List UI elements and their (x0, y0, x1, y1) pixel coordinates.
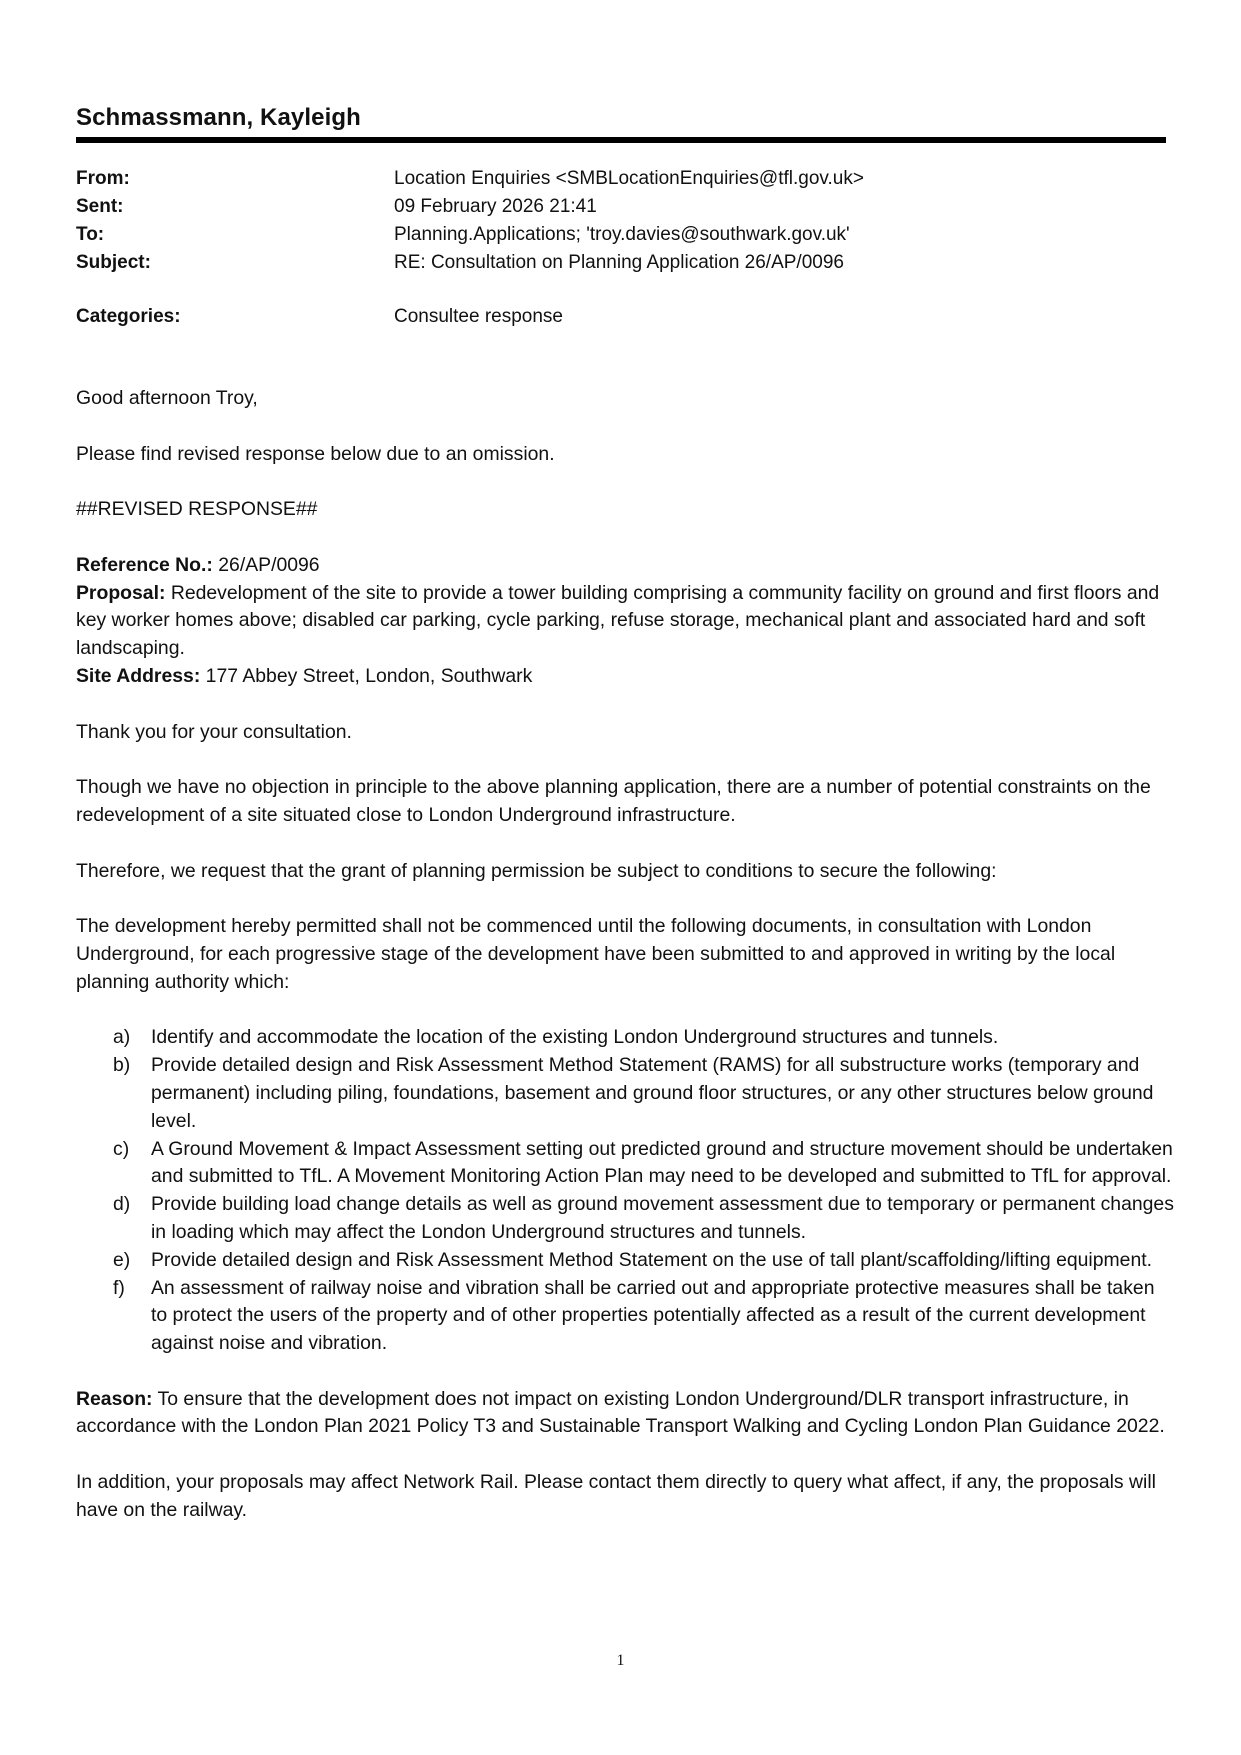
condition-paragraph: The development hereby permitted shall not be commenced until the following documents, in consultation with London Underground, for each progressive stage of the development have been submitted to and approved in writing by the local planning authority which: (76, 915, 1116, 993)
email-body (76, 385, 1176, 1552)
subject-label: Subject: (76, 252, 151, 273)
list-item-text: Identify and accommodate the location of the existing London Underground structures and tunnels. (151, 1026, 999, 1049)
subject-row (76, 249, 1166, 277)
list-item (76, 1247, 1176, 1275)
mailbox-owner-name: Schmassmann, Kayleigh (76, 104, 361, 131)
site-address-label: Site Address: (76, 664, 201, 687)
from-row (76, 165, 1166, 193)
reference-value: 26/AP/0096 (212, 553, 320, 576)
list-item-text: A Ground Movement & Impact Assessment setting out predicted ground and structure movement should be undertaken and submitted to TfL. A Movement Monitoring Action Plan may need to be developed and submitted to TfL for approval. (151, 1137, 1173, 1188)
request-paragraph: Therefore, we request that the grant of planning permission be subject to conditions to secure the following: (76, 859, 997, 882)
site-address-value: 177 Abbey Street, London, Southwark (200, 664, 533, 687)
header-divider (76, 137, 1166, 143)
list-item (76, 1275, 1176, 1358)
proposal-value: Redevelopment of the site to provide a tower building comprising a community facility on ground and first floors and key worker homes above; disabled car parking, cycle parking, refuse storage, mechanical plant and associated hard and soft landscaping. (76, 581, 1160, 660)
list-item (76, 1052, 1176, 1135)
network-rail-paragraph: In addition, your proposals may affect Network Rail. Please contact them directly to query what affect, if any, the proposals will have on the railway. (76, 1471, 1156, 1521)
greeting: Good afternoon Troy, (76, 387, 258, 409)
objection-paragraph: Though we have no objection in principle to the above planning application, there are a number of potential constraints on the redevelopment of a site situated close to London Underground infrastructure. (76, 776, 1151, 826)
list-marker: a) (113, 1026, 131, 1049)
proposal-label: Proposal: (76, 581, 166, 604)
list-item (76, 1136, 1176, 1192)
reason-label: Reason: (76, 1387, 153, 1410)
list-marker: b) (113, 1054, 131, 1077)
conditions-list (76, 1024, 1176, 1358)
subject-value: RE: Consultation on Planning Application 26/AP/0096 (394, 252, 844, 273)
from-value: Location Enquiries <SMBLocationEnquiries@tfl.gov.uk> (394, 168, 864, 189)
email-header-block (76, 165, 1166, 331)
categories-row (76, 303, 1166, 331)
to-label: To: (76, 224, 105, 245)
list-marker: c) (113, 1137, 130, 1160)
list-item-text: Provide detailed design and Risk Assessment Method Statement (RAMS) for all substructure works (temporary and permanent) including piling, foundations, basement and ground floor structures, or any other structures below ground level. (151, 1054, 1154, 1132)
list-item-text: Provide detailed design and Risk Assessment Method Statement on the use of tall plant/scaffolding/lifting equipment. (151, 1248, 1153, 1271)
list-item (76, 1024, 1176, 1052)
list-item-text: An assessment of railway noise and vibration shall be carried out and appropriate protective measures shall be taken to protect the users of the property and of other properties potentially affected as a result of the current development against noise and vibration. (151, 1276, 1155, 1355)
reference-label: Reference No.: (76, 553, 213, 576)
intro-paragraph: Please find revised response below due to an omission. (76, 442, 555, 465)
from-label: From: (76, 168, 130, 189)
sent-row (76, 193, 1166, 221)
list-marker: d) (113, 1193, 131, 1216)
list-marker: f) (113, 1276, 125, 1299)
list-marker: e) (113, 1248, 131, 1271)
thanks-paragraph: Thank you for your consultation. (76, 720, 352, 743)
sent-value: 09 February 2026 21:41 (394, 196, 597, 217)
categories-label: Categories: (76, 306, 181, 327)
sent-label: Sent: (76, 196, 124, 217)
to-value: Planning.Applications; 'troy.davies@southwark.gov.uk' (394, 224, 850, 245)
reason-paragraph (76, 1386, 1176, 1442)
application-details (76, 552, 1176, 691)
list-item (76, 1191, 1176, 1247)
reason-value: To ensure that the development does not impact on existing London Underground/DLR transport infrastructure, in accordance with the London Plan 2021 Policy T3 and Sustainable Transport Walking and Cycling London Plan Guidance 2022. (76, 1387, 1165, 1438)
page-number: 1 (616, 1652, 625, 1669)
list-item-text: Provide building load change details as well as ground movement assessment due to temporary or permanent changes in loading which may affect the London Underground structures and tunnels. (151, 1193, 1174, 1243)
to-row (76, 221, 1166, 249)
revised-response-tag: ##REVISED RESPONSE## (76, 498, 318, 521)
categories-value: Consultee response (394, 306, 563, 327)
